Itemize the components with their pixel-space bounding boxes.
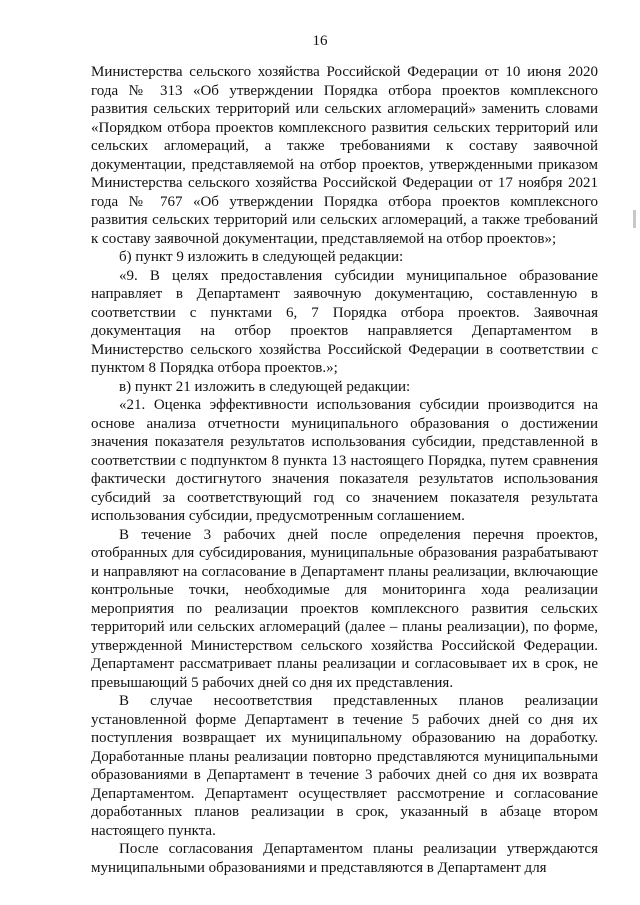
paragraph: «9. В целях предоставления субсидии муниципальное образование направляет в Департамент заявочную документацию, составленную в соответствии с пунктами 6, 7 Порядка отбора проектов. Заявочная документация на отбор проектов направляется Департаментом в Министерство сельского хозяйства Российской Федерации в соответствии с пунктом 8 Порядка отбора проектов.»;	[91, 267, 598, 376]
paragraph: В течение 3 рабочих дней после определения перечня проектов, отобранных для субсидирования, муниципальные образования разрабатывают и направляют на согласование в Департамент планы реализации, включающие контрольные точки, необходимые для мониторинга хода реализации мероприятия по реализации проектов комплексного развития сельских территорий или сельских агломераций (далее – планы реализации), по форме, утвержденной Министерством сельского хозяйства Российской Федерации. Департамент рассматривает планы реализации и согласовывает их в срок, не превышающий 5 рабочих дней со дня их представления.	[91, 526, 598, 691]
paragraph: Министерства сельского хозяйства Российской Федерации от 10 июня 2020 года № 313 «Об утверждении Порядка отбора проектов комплексного развития сельских территорий или сельских агломераций» заменить словами «Порядком отбора проектов комплексного развития сельских территорий или сельских агломераций, а также требованиями к составу заявочной документации, представляемой на отбор проектов, утвержденными приказом Министерства сельского хозяйства Российской Федерации от 17 ноября 2021 года № 767 «Об утверждении Порядка отбора проектов комплексного развития сельских территорий или сельских агломераций, а также требований к составу заявочной документации, представляемой на отбор проектов»;	[91, 64, 598, 247]
paragraph: в) пункт 21 изложить в следующей редакции:	[119, 378, 411, 395]
paragraph: В случае несоответствия представленных планов реализации установленной форме Департамент в течение 5 рабочих дней со дня их поступления возвращает их муниципальному образованию на доработку. Доработанные планы реализации повторно представляются муниципальными образованиями в Департамент в течение 3 рабочих дней со дня их возврата Департаментом. Департамент осуществляет рассмотрение и согласование доработанных планов реализации в срок, указанный в абзаце втором настоящего пункта.	[91, 693, 598, 839]
paragraph: После согласования Департаментом планы реализации утверждаются муниципальными образованиями и представляются в Департамент для	[91, 841, 598, 876]
scan-margin-mark	[633, 210, 636, 228]
page-number: 16	[312, 33, 328, 49]
paragraph: «21. Оценка эффективности использования субсидии производится на основе анализа отчетности муниципального образования о достижении значения показателя результатов использования субсидии, представленной в соответствии с подпунктом 8 пункта 13 настоящего Порядка, путем сравнения фактически достигнутого значения показателя результатов использования субсидий за соответствующий год со значением показателя результата использования субсидии, предусмотренным соглашением.	[91, 397, 598, 524]
paragraph: б) пункт 9 изложить в следующей редакции:	[119, 249, 404, 265]
document-body	[91, 63, 598, 877]
